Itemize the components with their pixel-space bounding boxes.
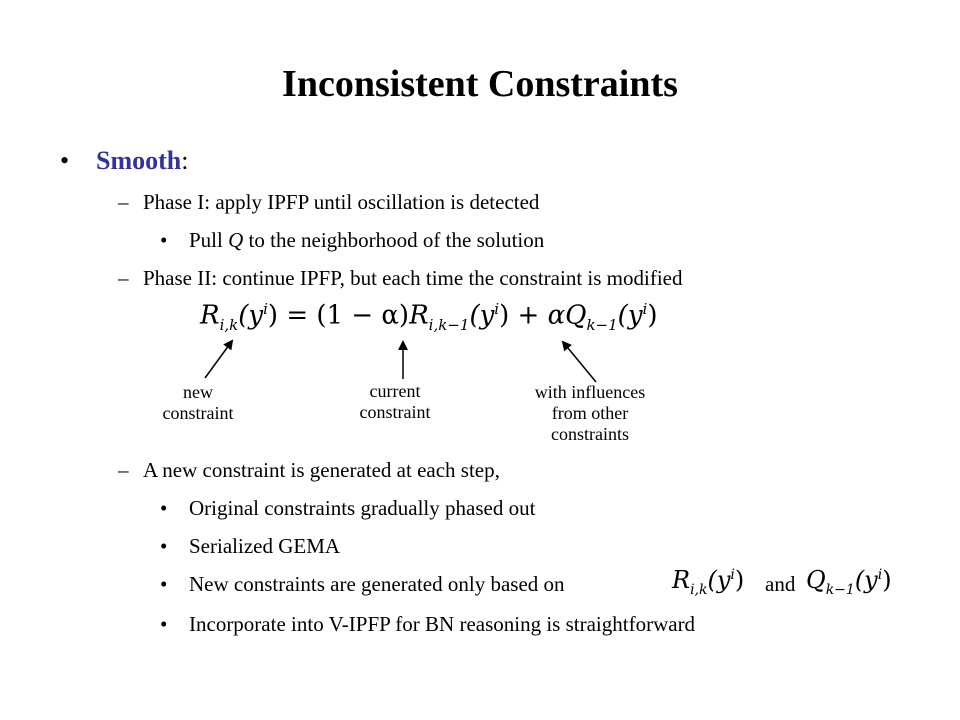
update-equation [200,300,657,334]
arrow-other-constraints [563,342,596,382]
annotation-current-line2: constraint [359,402,431,422]
arrow-new-constraint [205,341,232,378]
phase2-label: Phase II: continue IPFP, but each time the constraint is modified [143,266,683,290]
phase1-sub-post: to the neighborhood of the solution [243,228,545,252]
inline-q-arg: (y [854,566,878,594]
section-heading [96,146,188,176]
annotation-new-line2: constraint [162,403,234,423]
inline-eq-r [672,566,744,598]
dash-marker: – [118,190,129,214]
bullet-marker: • [160,612,168,636]
inline-r: R [672,566,691,594]
annotation-current-constraint [330,381,460,423]
inline-r-arg: (y [707,566,731,594]
eq-lhs-close: ) [267,300,279,331]
inline-q: Q [806,566,826,594]
eq-r2: R [409,300,429,331]
step-and-word: and [765,572,796,596]
phase1-subitem [189,228,544,253]
eq-lhs-arg: (y [238,300,264,331]
annotation-new-line1: new [183,382,213,402]
phase1-label: Phase I: apply IPFP until oscillation is detected [143,190,540,214]
step-item-4: Incorporate into V-IPFP for BN reasoning is straightforward [189,612,696,636]
inline-r-sub: i,k [690,581,708,598]
annotation-other-constraints [500,382,680,445]
step-item-2: Serialized GEMA [189,534,341,558]
eq-r2-sub: i,k−1 [428,315,470,334]
annotation-other-line1: with influences [534,382,646,402]
section-heading-text: Smooth [96,146,182,175]
step-item-3: New constraints are generated only based on [189,572,565,596]
step-label: A new constraint is generated at each step, [143,458,500,482]
inline-r-close: ) [734,566,745,594]
eq-r2-sup: i [494,300,500,318]
eq-equals: = [286,300,309,331]
eq-lhs-sup: i [263,300,268,318]
eq-plus: + [517,300,540,331]
step-item-1: Original constraints gradually phased out [189,496,536,520]
eq-q-sub: k−1 [586,315,618,334]
dash-marker: – [118,458,129,482]
annotation-new-constraint [133,382,263,424]
bullet-marker: • [160,534,168,558]
slide-title: Inconsistent Constraints [282,63,678,105]
phase1-sub-pre: Pull [189,228,229,252]
dash-marker: – [118,266,129,290]
inline-q-sup: i [877,567,883,583]
eq-lhs: R [200,300,220,331]
inline-r-sup: i [730,567,735,583]
inline-q-close: ) [882,566,892,594]
bullet-marker: • [160,572,168,596]
bullet-marker: • [60,146,70,175]
eq-r2-arg: (y [469,300,495,331]
bullet-marker: • [160,228,168,252]
inline-eq-q [806,566,892,598]
annotation-current-line1: current [369,381,421,401]
inline-q-sub: k−1 [825,581,855,598]
phase1-sub-var: Q [228,228,244,252]
eq-coef1: (1 − α) [316,300,410,331]
eq-q-sup: i [642,300,648,318]
section-heading-colon: : [181,146,189,175]
eq-q: Q [565,300,587,331]
eq-coef2: α [547,300,566,331]
eq-q-arg: (y [617,300,643,331]
bullet-marker: • [160,496,168,520]
annotation-other-line3: constraints [551,424,629,444]
eq-q-close: ) [647,300,658,331]
eq-lhs-sub: i,k [219,315,239,334]
annotation-other-line2: from other [551,403,629,423]
eq-r2-close: ) [499,300,510,331]
